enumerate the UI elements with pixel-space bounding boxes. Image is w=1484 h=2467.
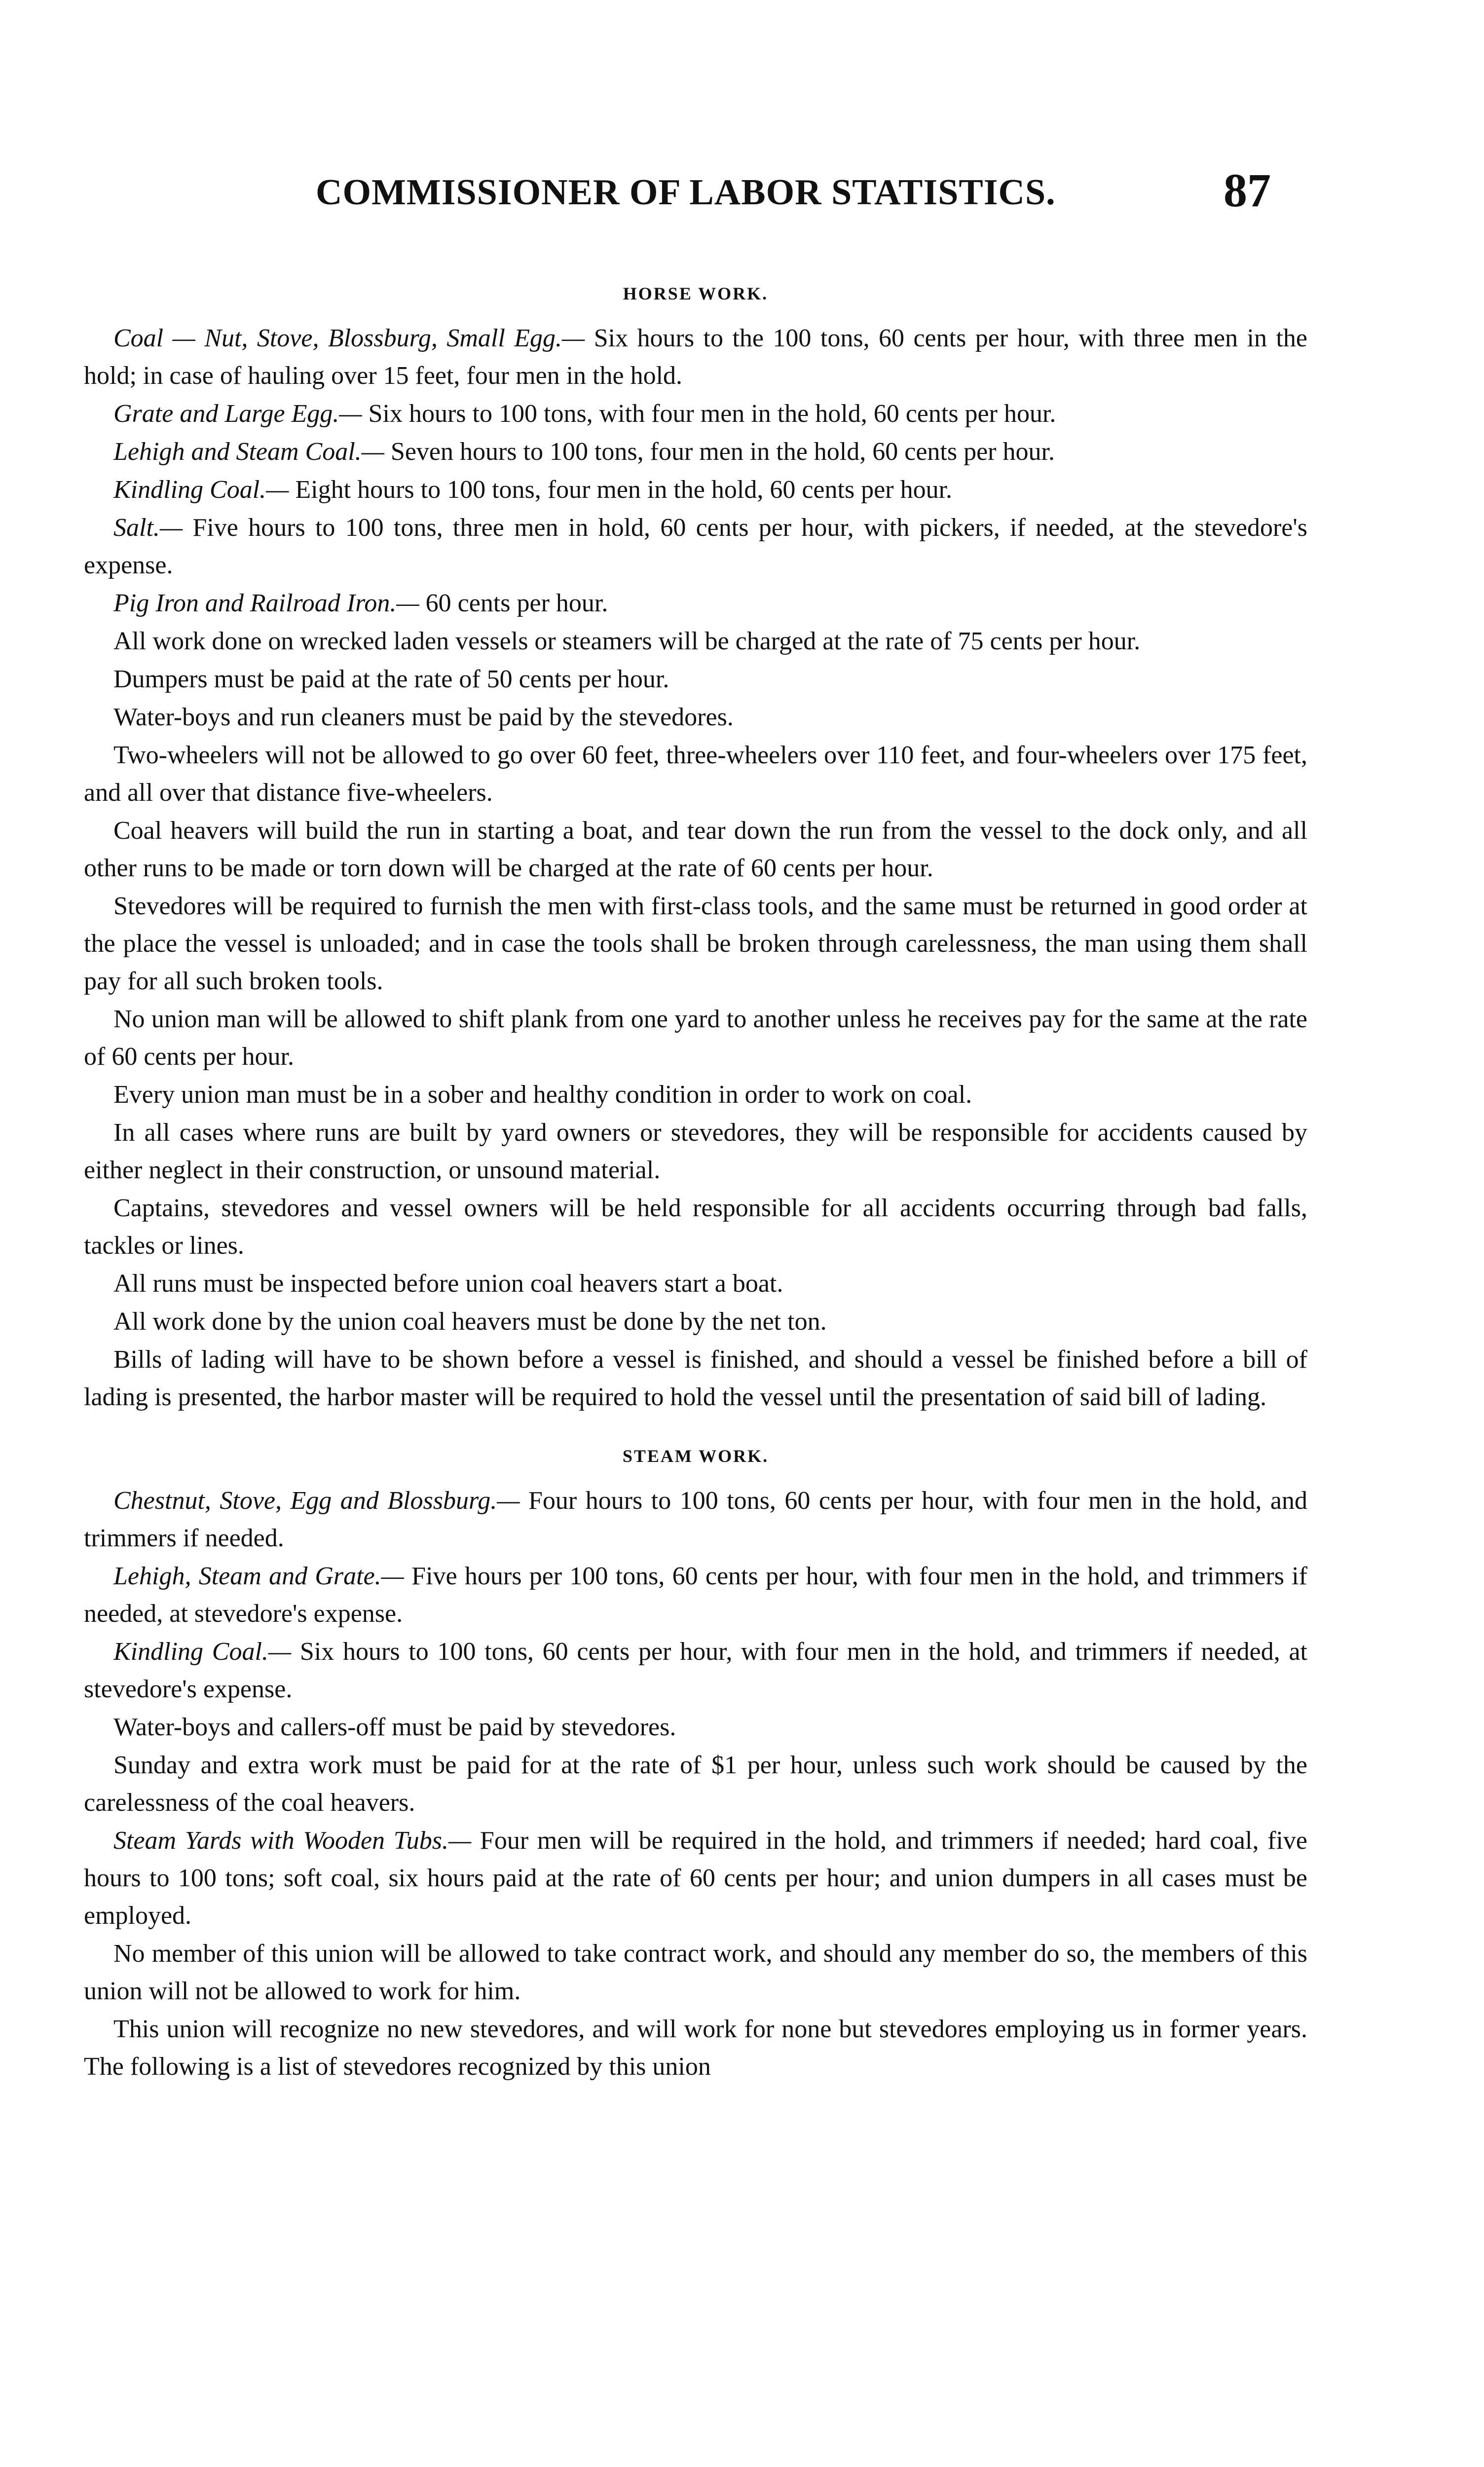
paragraph-text: 60 cents per hour. <box>419 589 608 617</box>
paragraph <box>84 623 1307 660</box>
paragraph <box>84 1482 1307 1557</box>
paragraph-text: All work done on wrecked laden vessels or steamers will be charged at the rate of 75 cents per hour. <box>113 627 1141 655</box>
paragraph <box>84 737 1307 812</box>
paragraph <box>84 1709 1307 1746</box>
paragraph <box>84 888 1307 1000</box>
paragraph-lead: Salt.— <box>113 514 183 542</box>
paragraph-text: All runs must be inspected before union coal heavers start a boat. <box>113 1270 783 1298</box>
paragraph <box>84 1076 1307 1114</box>
paragraph-text: Water-boys and run cleaners must be paid by the stevedores. <box>113 703 734 731</box>
paragraph-text: Six hours to 100 tons, 60 cents per hour, with four men in the hold, and trimmers if needed, at stevedore's expense. <box>84 1638 1307 1703</box>
steam-work-heading: STEAM WORK. <box>622 1446 769 1466</box>
paragraph <box>84 320 1307 395</box>
paragraph <box>84 1303 1307 1341</box>
paragraph <box>84 1935 1307 2010</box>
paragraph-text: Six hours to the 100 tons, 60 cents per hour, with three men in the hold; in case of hauling over 15 feet, four men in the hold. <box>84 324 1307 390</box>
paragraph <box>84 1001 1307 1076</box>
paragraph-text: Sunday and extra work must be paid for at the rate of $1 per hour, unless such work should be caused by the carelessness of the coal heavers. <box>84 1751 1307 1817</box>
paragraph <box>84 585 1307 622</box>
paragraph-text: Stevedores will be required to furnish the men with first-class tools, and the same must be returned in good order at the place the vessel is unloaded; and in case the tools shall be broken through carelessness, the man using them shall pay for all such broken tools. <box>84 892 1307 995</box>
paragraph-lead: Steam Yards with Wooden Tubs.— <box>113 1827 472 1855</box>
horse-work-section <box>84 320 1307 1416</box>
paragraph-text: Two-wheelers will not be allowed to go over 60 feet, three-wheelers over 110 feet, and four-wheelers over 175 feet, and all over that distance five-wheelers. <box>84 741 1307 807</box>
paragraph-lead: Lehigh, Steam and Grate.— <box>113 1562 404 1590</box>
paragraph-text: No union man will be allowed to shift plank from one yard to another unless he receives pay for the same at the rate of 60 cents per hour. <box>84 1005 1307 1071</box>
steam-work-section <box>84 1482 1307 2086</box>
paragraph-lead: Grate and Large Egg.— <box>113 400 362 428</box>
paragraph-text: Water-boys and callers-off must be paid by stevedores. <box>113 1713 676 1741</box>
paragraph-text: Four hours to 100 tons, 60 cents per hour, with four men in the hold, and trimmers if needed. <box>84 1487 1307 1552</box>
paragraph-text: Dumpers must be paid at the rate of 50 cents per hour. <box>113 665 669 693</box>
paragraph-text: Six hours to 100 tons, with four men in the hold, 60 cents per hour. <box>362 400 1056 428</box>
paragraph-text: Coal heavers will build the run in starting a boat, and tear down the run from the vessel to the dock only, and all other runs to be made or torn down will be charged at the rate of 60 cents per hour. <box>84 817 1307 882</box>
paragraph <box>84 1190 1307 1265</box>
paragraph <box>84 1341 1307 1416</box>
paragraph-lead: Kindling Coal.— <box>113 476 289 504</box>
paragraph-text: In all cases where runs are built by yard owners or stevedores, they will be responsible for accidents caused by either neglect in their construction, or unsound material. <box>84 1119 1307 1184</box>
paragraph <box>84 1633 1307 1708</box>
paragraph-lead: Pig Iron and Railroad Iron.— <box>113 589 419 617</box>
paragraph <box>84 699 1307 736</box>
paragraph-lead: Kindling Coal.— <box>113 1638 292 1666</box>
horse-work-heading: HORSE WORK. <box>623 284 769 303</box>
paragraph <box>84 812 1307 887</box>
paragraph <box>84 509 1307 584</box>
running-title: COMMISSIONER OF LABOR STATISTICS. <box>316 172 1056 213</box>
paragraph-text: Five hours to 100 tons, three men in hold, 60 cents per hour, with pickers, if needed, at the stevedore's expense. <box>84 514 1307 579</box>
paragraph-text: This union will recognize no new stevedores, and will work for none but stevedores employing us in former years. The following is a list of stevedores recognized by this union <box>84 2015 1307 2081</box>
paragraph-text: Five hours per 100 tons, 60 cents per hour, with four men in the hold, and trimmers if needed, at stevedore's expense. <box>84 1562 1307 1628</box>
paragraph-lead: Coal — Nut, Stove, Blossburg, Small Egg.— <box>113 324 585 352</box>
paragraph-lead: Chestnut, Stove, Egg and Blossburg.— <box>113 1487 520 1515</box>
paragraph-text: Bills of lading will have to be shown before a vessel is finished, and should a vessel be finished before a bill of lading is presented, the harbor master will be required to hold the vessel until the presentation of said bill of lading. <box>84 1346 1307 1411</box>
paragraph-text: Every union man must be in a sober and healthy condition in order to work on coal. <box>113 1081 972 1109</box>
paragraph <box>84 1558 1307 1633</box>
page-body <box>84 281 1307 2086</box>
paragraph <box>84 1747 1307 1822</box>
paragraph-text: Captains, stevedores and vessel owners will be held responsible for all accidents occurring through bad falls, tackles or lines. <box>84 1194 1307 1260</box>
paragraph <box>84 433 1307 471</box>
paragraph <box>84 1265 1307 1303</box>
paragraph-text: Eight hours to 100 tons, four men in the hold, 60 cents per hour. <box>289 476 953 504</box>
page-header <box>316 163 1302 227</box>
paragraph <box>84 471 1307 509</box>
paragraph-text: No member of this union will be allowed to take contract work, and should any member do so, the members of this union will not be allowed to work for him. <box>84 1940 1307 2005</box>
paragraph-text: Seven hours to 100 tons, four men in the hold, 60 cents per hour. <box>384 438 1055 466</box>
paragraph <box>84 661 1307 698</box>
paragraph <box>84 1822 1307 1935</box>
paragraph <box>84 2011 1307 2086</box>
paragraph-lead: Lehigh and Steam Coal.— <box>113 438 384 466</box>
paragraph-text: All work done by the union coal heavers must be done by the net ton. <box>113 1308 827 1336</box>
paragraph <box>84 395 1307 433</box>
paragraph <box>84 1114 1307 1189</box>
paragraph-text: Four men will be required in the hold, and trimmers if needed; hard coal, five hours to 100 tons; soft coal, six hours paid at the rate of 60 cents per hour; and union dumpers in all cases must be employed. <box>84 1827 1307 1930</box>
page-number: 87 <box>1224 164 1271 217</box>
